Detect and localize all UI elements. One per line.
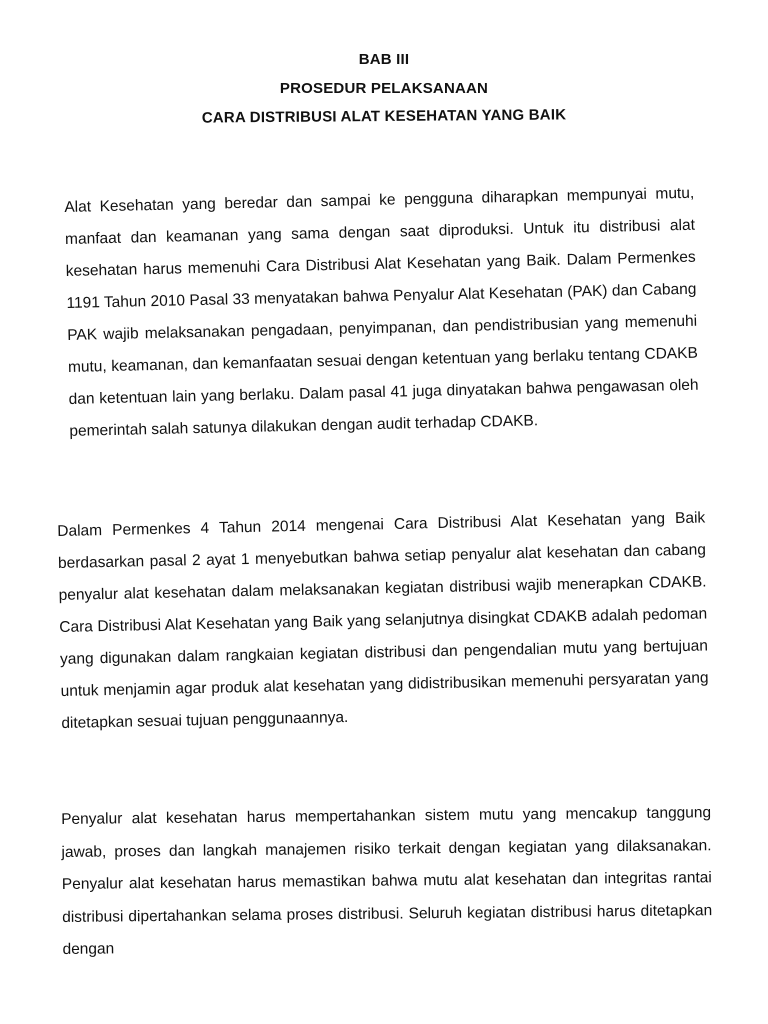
paragraph-2: Dalam Permenkes 4 Tahun 2014 mengenai Cara Distribusi Alat Kesehatan yang Baik berdasarkan pasal 2 ayat 1 menyebutkan bahwa setiap penyalur alat kesehatan dan cabang penyalur alat kesehatan dalam melaksanakan kegiatan distribusi wajib menerapkan CDAKB. Cara Distribusi Alat Kesehatan yang Baik yang selanjutnya disingkat CDAKB adalah pedoman yang digunakan dalam rangkaian kegiatan distribusi dan pengendalian mutu yang bertujuan untuk menjamin agar produk alat kesehatan yang didistribusikan memenuhi persyaratan yang ditetapkan sesuai tujuan penggunaannya. <box>57 509 709 732</box>
page-subtitle: CARA DISTRIBUSI ALAT KESEHATAN YANG BAIK <box>201 106 567 127</box>
chapter-heading: BAB III <box>358 51 410 68</box>
page-title: PROSEDUR PELAKSANAAN <box>279 80 489 97</box>
paragraph-1: Alat Kesehatan yang beredar dan sampai ke pengguna diharapkan mempunyai mutu, manfaat dan keamanan yang sama dengan saat diproduksi. Untuk itu distribusi alat kesehatan harus memenuhi Cara Distribusi Alat Kesehatan yang Baik. Dalam Permenkes 1191 Tahun 2010 Pasal 33 menyatakan bahwa Penyalur Alat Kesehatan (PAK) dan Cabang PAK wajib melaksanakan pengadaan, penyimpanan, dan pendistribusian yang memenuhi mutu, keamanan, dan kemanfaatan sesuai dengan ketentuan yang berlaku tentang CDAKB dan ketentuan lain yang berlaku. Dalam pasal 41 juga dinyatakan bahwa pengawasan oleh pemerintah salah satunya dilakukan dengan audit terhadap CDAKB. <box>64 184 699 440</box>
paragraph-3: Penyalur alat kesehatan harus mempertahankan sistem mutu yang mencakup tanggung jawab, proses dan langkah manajemen risiko terkait dengan kegiatan yang dilaksanakan. Penyalur alat kesehatan harus memastikan bahwa mutu alat kesehatan dan integritas rantai distribusi dipertahankan selama proses distribusi. Seluruh kegiatan distribusi harus ditetapkan dengan <box>61 804 713 958</box>
